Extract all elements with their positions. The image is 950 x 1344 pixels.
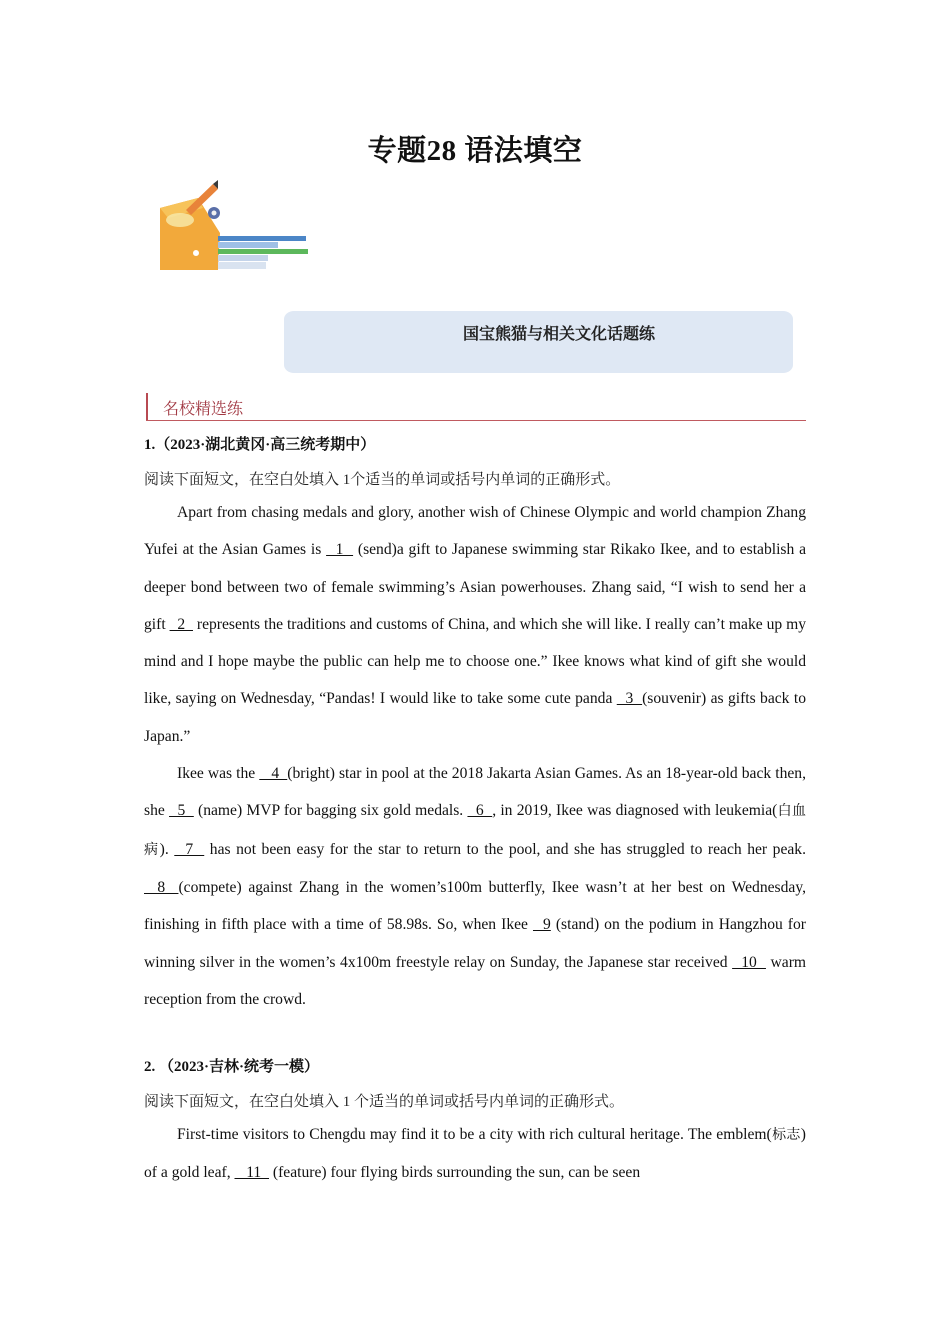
question-1-instruction: 阅读下面短文，在空白处填入 1个适当的单词或括号内单词的正确形式。 xyxy=(144,472,621,488)
blank-7: 7 xyxy=(174,840,205,858)
blank-1: 1 xyxy=(326,541,354,559)
section-label: 名校精选练 xyxy=(163,399,244,418)
question-2-instruction: 阅读下面短文，在空白处填入 1 个适当的单词或括号内单词的正确形式。 xyxy=(144,1094,625,1110)
question-2-heading: 2. （2023·吉林·统考一模） xyxy=(144,1059,320,1075)
blank-5: 5 xyxy=(169,802,194,820)
topic-text: 国宝熊猫与相关文化话题练 xyxy=(462,324,655,343)
question-1-passage xyxy=(144,494,806,1018)
page-title: 专题28 语法填空 xyxy=(367,135,583,167)
blank-10: 10 xyxy=(732,953,766,971)
chinese-gloss: 白血病 xyxy=(144,803,807,858)
chinese-gloss: 标志 xyxy=(771,1127,801,1143)
section-marker xyxy=(146,393,148,421)
blank-6: 6 xyxy=(467,802,493,820)
blank-11: 11 xyxy=(234,1164,270,1182)
question-1-heading: 1.（2023·湖北黄冈·高三统考期中） xyxy=(144,437,376,453)
passage-paragraph: First-time visitors to Chengdu may find it to be a city with rich cultural heritage. The emblem(标志) of a gold leaf, 11 (feature) four flying birds surrounding the sun, can be seen xyxy=(144,1126,806,1182)
blank-4: 4 xyxy=(259,765,288,783)
question-2-passage xyxy=(144,1116,806,1192)
pencil-books-illustration xyxy=(158,178,308,273)
blank-8: 8 xyxy=(144,878,179,896)
passage-paragraph: Ikee was the 4 (bright) star in pool at the 2018 Jakarta Asian Games. As an 18-year-old back then, she 5 (name) MVP for bagging six gold medals. 6 , in 2019, Ikee was diagnosed with leukemia(白血病). 7 has not been easy for the star to return to the pool, and she has struggled to reach her peak. 8 (compete) against Zhang in the women’s100m butterfly, Ikee wasn’t at her best on Wednesday, finishing in fifth place with a time of 58.98s. So, when Ikee 9 (stand) on the podium in Hangzhou for winning silver in the women’s 4x100m freestyle relay on Sunday, the Japanese star received 10 warm reception from the crowd. xyxy=(144,765,807,1008)
blank-2: 2 xyxy=(169,615,193,633)
section-divider xyxy=(146,420,806,421)
blank-9: 9 xyxy=(532,916,551,934)
blank-3: 3 xyxy=(616,690,643,708)
passage-paragraph: Apart from chasing medals and glory, another wish of Chinese Olympic and world champion Zhang Yufei at the Asian Games is 1 (send)a gift to Japanese swimming star Rikako Ikee, and to establish a deeper bond between two of female swimming’s Asian powerhouses. Zhang said, “I wish to send her a gift 2 represents the traditions and customs of China, and which she will like. I really can’t make up my mind and I hope maybe the public can help me to choose one.” Ikee knows what kind of gift she would like, saying on Wednesday, “Pandas! I would like to take some cute panda 3 (souvenir) as gifts back to Japan.” xyxy=(144,504,806,745)
